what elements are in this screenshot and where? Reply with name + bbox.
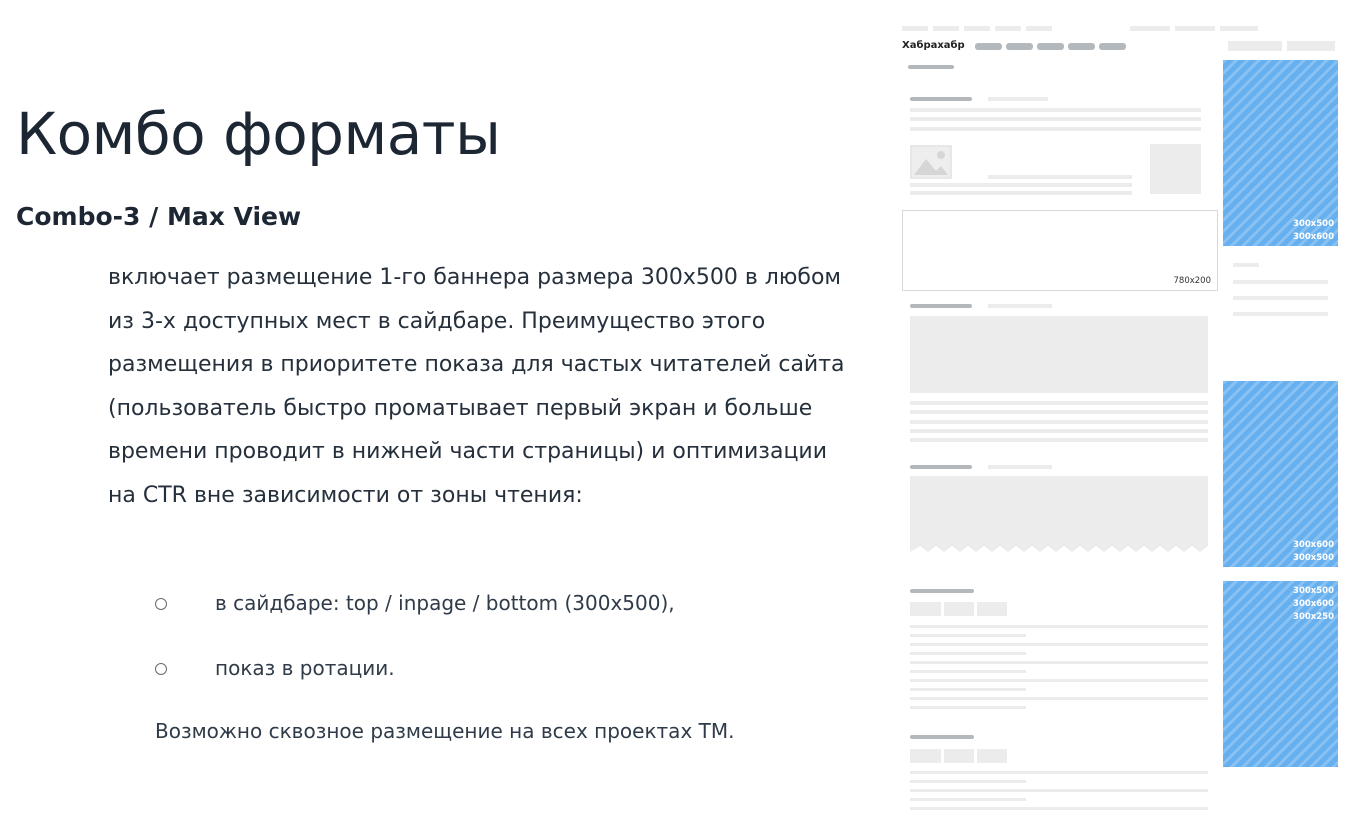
ad-size: 300x250 — [1293, 612, 1334, 622]
wide-banner-size: 780x200 — [1173, 276, 1211, 286]
text-line — [910, 643, 1208, 646]
site-logo: Хабрахабр — [902, 40, 965, 51]
bullet-circle-icon — [155, 663, 167, 675]
text-line — [910, 688, 1026, 691]
filter-placeholder — [908, 65, 954, 69]
tag-placeholder — [977, 602, 1007, 616]
slide-subtitle: Combo-3 / Max View — [16, 202, 302, 231]
ad-size: 300x500 — [1293, 219, 1334, 229]
bullet-text: показ в ротации. — [215, 656, 395, 680]
ad-size: 300x600 — [1293, 540, 1334, 550]
image-icon — [910, 145, 952, 179]
text-line — [910, 697, 1208, 700]
menu-placeholder — [1006, 43, 1033, 50]
menu-placeholder — [975, 43, 1002, 50]
text-line — [910, 634, 1026, 637]
text-line — [910, 661, 1208, 664]
tag-placeholder — [944, 749, 974, 763]
hub-placeholder — [988, 304, 1052, 308]
sidebar-ad-bottom — [1223, 581, 1338, 767]
ad-size: 300x500 — [1293, 586, 1334, 596]
section-heading-placeholder — [910, 589, 974, 593]
article-image-placeholder — [910, 476, 1208, 554]
nav-placeholder — [1175, 26, 1215, 31]
search-placeholder — [1228, 41, 1282, 51]
wide-banner-slot — [902, 210, 1218, 291]
author-placeholder — [910, 465, 972, 469]
hub-placeholder — [988, 465, 1052, 469]
login-placeholder — [1287, 41, 1335, 51]
text-line — [910, 670, 1026, 673]
section-heading-placeholder — [910, 735, 974, 739]
menu-placeholder — [1037, 43, 1064, 50]
ad-size: 300x500 — [1293, 553, 1334, 563]
tag-placeholder — [944, 602, 974, 616]
text-line — [910, 429, 1208, 433]
nav-placeholder — [964, 26, 990, 31]
menu-placeholder — [1099, 43, 1126, 50]
text-line — [910, 798, 1026, 801]
text-line — [910, 117, 1201, 121]
sidebar-line — [1233, 263, 1259, 267]
ad-size: 300x600 — [1293, 232, 1334, 242]
text-line — [910, 127, 1201, 131]
hub-placeholder — [988, 97, 1048, 101]
tag-placeholder — [977, 749, 1007, 763]
text-line — [910, 625, 1208, 628]
nav-placeholder — [1220, 26, 1258, 31]
article-image-placeholder — [910, 316, 1208, 393]
bullet-item — [155, 656, 395, 680]
nav-placeholder — [902, 26, 928, 31]
text-line — [910, 706, 1026, 709]
sidebar-ad-inpage — [1223, 381, 1338, 567]
nav-placeholder — [1026, 26, 1052, 31]
nav-placeholder — [995, 26, 1021, 31]
sidebar-line — [1233, 312, 1328, 316]
slide-title: Комбо форматы — [16, 100, 501, 168]
text-line — [910, 183, 1132, 187]
bullet-item — [155, 591, 675, 615]
text-line — [988, 175, 1132, 179]
text-line — [910, 789, 1208, 792]
bullet-text: в сайдбаре: top / inpage / bottom (300x500), — [215, 591, 675, 615]
ad-size: 300x600 — [1293, 599, 1334, 609]
text-line — [910, 420, 1208, 424]
sidebar-line — [1233, 296, 1328, 300]
author-placeholder — [910, 304, 972, 308]
bullet-circle-icon — [155, 598, 167, 610]
nav-placeholder — [933, 26, 959, 31]
sidebar-line — [1233, 280, 1328, 284]
text-line — [910, 771, 1208, 774]
tag-placeholder — [910, 602, 941, 616]
text-line — [910, 652, 1026, 655]
sidebar-ad-top — [1223, 60, 1338, 246]
description-text: включает размещение 1-го баннера размера 300x500 в любом из 3-х доступных мест в сайдбаре. Преимущество этого размещения в приоритете показа для частых читателей сайта (пользователь быстро проматывает первый экран и больше времени проводит в нижней части страницы) и оптимизации на CTR вне зависимости от зоны чтения: — [108, 265, 845, 508]
thumbnail-placeholder — [1150, 144, 1201, 194]
nav-placeholder — [1130, 26, 1170, 31]
text-line — [910, 108, 1201, 112]
text-line — [910, 401, 1208, 405]
menu-placeholder — [1068, 43, 1095, 50]
text-line — [910, 438, 1208, 442]
text-line — [910, 807, 1208, 810]
text-line — [910, 191, 1132, 195]
author-placeholder — [910, 97, 972, 101]
tag-placeholder — [910, 749, 941, 763]
text-line — [910, 780, 1026, 783]
text-line — [910, 679, 1208, 682]
placement-note: Возможно сквозное размещение на всех проектах ТМ. — [155, 719, 735, 743]
text-line — [910, 410, 1208, 414]
